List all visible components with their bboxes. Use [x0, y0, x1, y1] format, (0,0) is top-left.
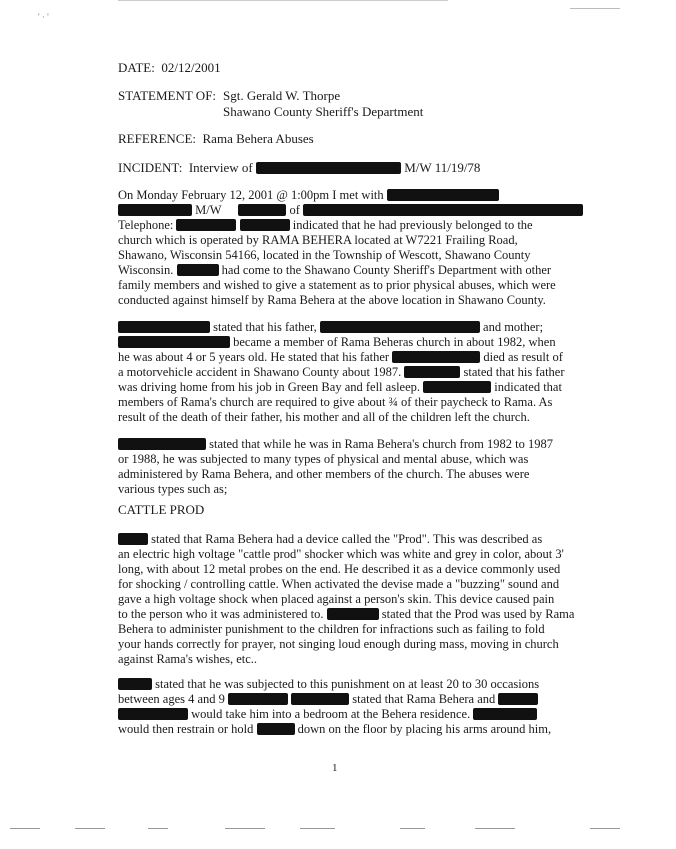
scan-artifact-line [118, 0, 448, 1]
redaction-bar [118, 204, 192, 216]
reference-label: REFERENCE: [118, 131, 197, 146]
date-label: DATE: [118, 60, 155, 75]
date-value: 02/12/2001 [161, 60, 221, 75]
page-number: 1 [332, 762, 338, 774]
p1-line-8: conducted against himself by Rama Behera at the above location in Shawano County. [118, 293, 546, 307]
incident-label: INCIDENT: [118, 160, 183, 175]
p1-text: had come to the Shawano County Sheriff's Department with other [221, 263, 552, 277]
redaction-bar [118, 533, 148, 545]
p4-line-2: an electric high voltage "cattle prod" shocker which was white and grey in color, about 3' [118, 547, 564, 561]
redaction-bar [176, 219, 236, 231]
p4-line-8: your hands correctly for prayer, not singing loud enough during mass, moving in church [118, 637, 559, 651]
p4-text: to the person who it was administered to. [118, 607, 324, 621]
p5-text: would then restrain or hold [118, 722, 254, 736]
p5-text: stated that he was subjected to this punishment on at least 20 to 30 occasions [155, 677, 540, 691]
p2-line-5 [118, 380, 562, 395]
p2-line-6: members of Rama's church are required to give about ¾ of their paycheck to Rama. As [118, 395, 553, 409]
scan-artifact-line [148, 828, 168, 829]
section-heading: CATTLE PROD [118, 502, 205, 517]
p1-text: indicated that he had previously belonged to the [292, 218, 533, 232]
p3-line-2: or 1988, he was subjected to many types of physical and mental abuse, which was [118, 452, 529, 466]
redaction-bar [118, 708, 188, 720]
redaction-bar [392, 351, 480, 363]
redaction-bar [498, 693, 538, 705]
p4-line-1 [118, 532, 542, 547]
statement-org: Shawano County Sheriff's Department [223, 104, 424, 119]
redaction-bar [473, 708, 537, 720]
p4-line-4: for shocking / controlling cattle. When activated the devise made a "buzzing" sound and [118, 577, 560, 591]
p1-line-3 [118, 218, 533, 233]
p5-line-2 [118, 692, 538, 707]
p2-line-7: result of the death of their father, his mother and all of the children left the church. [118, 410, 530, 424]
p5-line-4 [118, 722, 551, 737]
scan-artifact-line [300, 828, 335, 829]
scan-artifact-line [225, 828, 265, 829]
scan-artifact-line [400, 828, 425, 829]
redaction-bar [327, 608, 379, 620]
p4-line-6 [118, 607, 574, 622]
p1-line-1 [118, 188, 499, 203]
p5-line-1 [118, 677, 539, 692]
p1-text: On Monday February 12, 2001 @ 1:00pm I met with [118, 188, 384, 202]
p2-line-2 [118, 335, 556, 350]
p1-line-2 [118, 203, 583, 218]
p2-text: and mother; [483, 320, 544, 334]
p1-text: of [289, 203, 300, 217]
p4-text: stated that Rama Behera had a device called the "Prod". This was described as [151, 532, 543, 546]
p2-text: died as result of [483, 350, 563, 364]
p1-text: Telephone: [118, 218, 174, 232]
p4-line-3: long, with about 12 metal probes on the end. He described it as a device commonly used [118, 562, 561, 576]
redaction-bar [404, 366, 460, 378]
p2-text: he was about 4 or 5 years old. He stated that his father [118, 350, 390, 364]
incident-text: Interview of [188, 160, 253, 175]
redaction-bar [320, 321, 480, 333]
scan-artifact: ' · ' [38, 12, 49, 22]
p2-text: stated that his father [463, 365, 565, 379]
redaction-bar [257, 723, 295, 735]
p2-text: indicated that [494, 380, 562, 394]
statement-label: STATEMENT OF: [118, 88, 217, 103]
p3-line-4: various types such as; [118, 482, 228, 496]
redaction-bar [118, 336, 230, 348]
incident-line [118, 160, 480, 175]
reference-line [118, 131, 314, 146]
redaction-bar [240, 219, 290, 231]
redaction-bar [118, 438, 206, 450]
scan-artifact-line [75, 828, 105, 829]
scan-artifact-line [10, 828, 40, 829]
date-line [118, 60, 221, 75]
statement-name: Sgt. Gerald W. Thorpe [223, 88, 341, 103]
p2-line-1 [118, 320, 543, 335]
p2-text: was driving home from his job in Green Bay and fell asleep. [118, 380, 421, 394]
scan-artifact-line [590, 828, 620, 829]
p2-line-3 [118, 350, 563, 365]
reference-value: Rama Behera Abuses [202, 131, 314, 146]
p5-text: down on the floor by placing his arms around him, [297, 722, 552, 736]
scan-artifact-line [570, 8, 620, 9]
redaction-bar [423, 381, 491, 393]
p2-text: a motorvehicle accident in Shawano County about 1987. [118, 365, 402, 379]
redaction-bar [291, 693, 349, 705]
p2-line-4 [118, 365, 565, 380]
p3-text: stated that while he was in Rama Behera's church from 1982 to 1987 [209, 437, 553, 451]
incident-suffix: M/W 11/19/78 [404, 160, 481, 175]
p1-line-6 [118, 263, 551, 278]
p1-text: M/W [195, 203, 222, 217]
scan-artifact-line [475, 828, 515, 829]
p2-text: stated that his father, [213, 320, 317, 334]
p3-line-1 [118, 437, 553, 452]
redaction-bar [228, 693, 288, 705]
p5-text: between ages 4 and 9 [118, 692, 225, 706]
p4-line-9: against Rama's wishes, etc.. [118, 652, 258, 666]
p5-text: stated that Rama Behera and [352, 692, 496, 706]
p2-text: became a member of Rama Beheras church in about 1982, when [233, 335, 556, 349]
p4-line-5: gave a high voltage shock when placed against a person's skin. This device caused pain [118, 592, 555, 606]
redaction-bar [118, 678, 152, 690]
redaction-bar [118, 321, 210, 333]
redaction-bar [303, 204, 583, 216]
p5-text: would take him into a bedroom at the Behera residence. [191, 707, 471, 721]
p4-line-7: Behera to administer punishment to the children for infractions such as failing to fold [118, 622, 545, 636]
p3-line-3: administered by Rama Behera, and other members of the church. The abuses were [118, 467, 530, 481]
redaction-bar [256, 162, 401, 174]
p4-text: stated that the Prod was used by Rama [381, 607, 575, 621]
p1-line-4: church which is operated by RAMA BEHERA located at W7221 Frailing Road, [118, 233, 518, 247]
p1-text: Wisconsin. [118, 263, 174, 277]
redaction-bar [177, 264, 219, 276]
p1-line-7: family members and wished to give a statement as to prior physical abuses, which were [118, 278, 556, 292]
redaction-bar [238, 204, 286, 216]
p5-line-3 [118, 707, 537, 722]
p1-line-5: Shawano, Wisconsin 54166, located in the Township of Wescott, Shawano County [118, 248, 531, 262]
redaction-bar [387, 189, 499, 201]
